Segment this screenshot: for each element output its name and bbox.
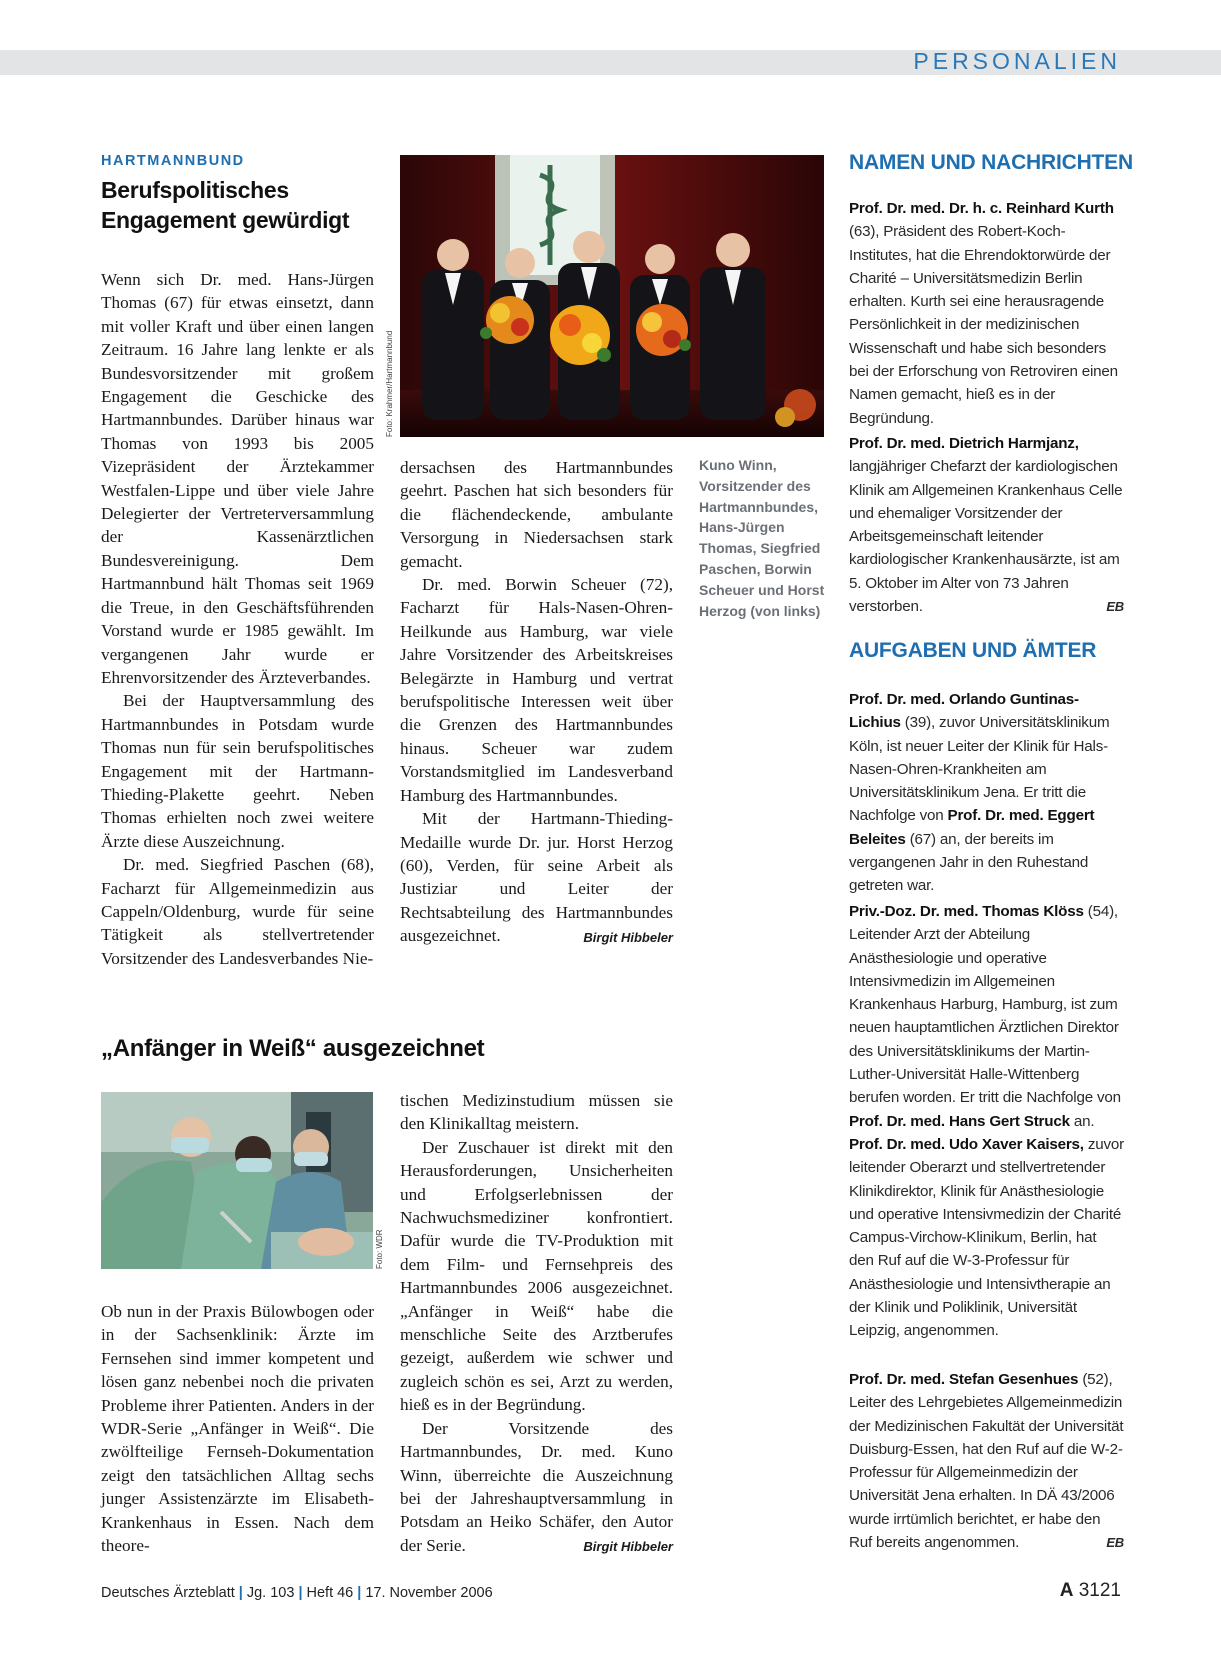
page-footer: Deutsches Ärzteblatt | Jg. 103 | Heft 46 | 17. November 2006	[101, 1585, 493, 1601]
photo-illustration	[101, 1092, 373, 1269]
appointment-item	[849, 1133, 1124, 1343]
article2-column-1	[101, 1300, 374, 1557]
paragraph: Bei der Hauptversammlung des Hartmannbundes in Potsdam wurde Thomas nun für sein berufspolitisches Engagement mit der Hartmann-Thieding-Plakette geehrt. Neben Thomas erhielten noch zwei weitere Ärzte diese Auszeichnung.	[101, 691, 374, 851]
journal-name: Deutsches Ärzteblatt	[101, 1585, 235, 1601]
article-kicker: HARTMANNBUND	[101, 153, 245, 169]
author-signature: Birgit Hibbeler	[583, 929, 673, 945]
photo-caption: Kuno Winn, Vorsitzender des Hartmannbundes, Hans-Jürgen Thomas, Siegfried Paschen, Borwin Scheuer und Horst Herzog (von links)	[699, 457, 825, 619]
headline-line: Berufspolitisches	[101, 177, 289, 203]
news-text: (63), Präsident des Robert-Koch-Institutes, hat die Ehrendoktorwürde der Charité – Universitätsmedizin Berlin erhalten. Kurth sei eine herausragende Persönlichkeit in der medizinischen Wissenschaft und habe sich besonders bei der Erforschung von Retroviren einen Namen gemacht, hieß es in der Begründung.	[849, 223, 1118, 427]
photo-credit: Foto: Krahmer/Hartmannbund	[385, 330, 394, 437]
page-prefix: A	[1059, 1580, 1074, 1601]
paragraph: Mit der Hartmann-Thieding-Medaille wurde Dr. jur. Horst Herzog (60), Verden, für seine Arbeit als Justiziar und Leiter der Rechtsabteilung des Hartmannbundes ausgezeichnet.	[400, 809, 673, 946]
person-name: Prof. Dr. med. Orlando Guntinas-Lichius	[849, 691, 1079, 732]
photo-credit: Foto: WDR	[375, 1229, 384, 1269]
sidebar-heading-appointments: AUFGABEN UND ÄMTER	[849, 639, 1097, 662]
appointment-text: (52), Leiter des Lehrgebietes Allgemeinmedizin der Medizinischen Fakultät der Universität Duisburg-Essen, hat den Ruf auf die W-2-Professur für Allgemeinmedizin der Universität Jena erhalten. In DÄ 43/2006 wurde irrtümlich berichtet, er habe den Ruf bereits angenommen.	[849, 1371, 1124, 1552]
headline-line: Engagement gewürdigt	[101, 207, 350, 233]
person-name: Prof. Dr. med. Dr. h. c. Reinhard Kurth	[849, 200, 1114, 217]
issue-date: 17. November 2006	[365, 1585, 493, 1601]
appointment-text: zuvor leitender Oberarzt und stellvertretender Klinikdirektor, Klinik für Anästhesiologie und operative Intensivmedizin der Charité Campus-Virchow-Klinikum, Berlin, hat den Ruf auf die W-3-Professur für Anästhesiologie und Intensivtherapie an der Klinik und Poliklinik, Universität Leipzig, angenommen.	[849, 1136, 1124, 1340]
news-text: langjähriger Chefarzt der kardiologischen Klinik am Allgemeinen Krankenhaus Celle und ehemaliger Vorsitzender der Arbeitsgemeinschaft leitender kardiologischer Krankenhausärzte, ist am 5. Oktober im Alter von 73 Jahren verstorben.	[849, 458, 1123, 616]
appointment-text: (67) an, der bereits im vergangenen Jahr in den Ruhestand getreten war.	[849, 830, 1089, 895]
appointment-item	[849, 1368, 1124, 1554]
author-initials: EB	[1106, 599, 1124, 615]
paragraph: Ob nun in der Praxis Bülowbogen oder in der Sachsenklinik: Ärzte im Fernsehen sind immer kompetent und lösen ganz nebenbei noch die privaten Probleme ihrer Patienten. Anders in der WDR-Serie „Anfänger in Weiß“. Die zwölfteilige Fernseh-Dokumentation zeigt den tatsächlichen Alltag sechs junger Assistenzärzte im Elisabeth-Krankenhaus in Essen. Nach dem theore-	[101, 1302, 374, 1556]
page-number-value: 3121	[1078, 1580, 1121, 1601]
photo-illustration	[400, 155, 824, 437]
article2-column-2	[400, 1089, 673, 1559]
appointment-text: an.	[1073, 1112, 1095, 1130]
person-name: Prof. Dr. med. Stefan Gesenhues	[849, 1371, 1079, 1388]
surgery-photo	[101, 1092, 373, 1269]
page-number	[1060, 1580, 1121, 1602]
appointment-item	[849, 688, 1124, 898]
paragraph: Dr. med. Borwin Scheuer (72), Facharzt für Hals-Nasen-Ohren-Heilkunde aus Hamburg, war viele Jahre Vorsitzender des Arbeitskreises Belegärzte in Hamburg und vertrat berufspolitische Interessen weit über die Grenzen des Hartmannbundes hinaus. Scheuer war zudem Vorstandsmitglied im Landesverband Hamburg des Hartmannbundes.	[400, 575, 673, 805]
paragraph: Dr. med. Siegfried Paschen (68), Facharzt für Allgemeinmedizin aus Cappeln/Oldenburg, wurde für seine Tätigkeit als stellvertretender Vorsitzender des Landesverbandes Nie-	[101, 855, 374, 968]
appointment-text: (54), Leitender Arzt der Abteilung Anästhesiologie und operative Intensivmedizin im Allgemeinen Krankenhaus Harburg, Hamburg, ist zum neuen hauptamtlichen Ärztlichen Direktor des Universitätsklinikums der Martin-Luther-Universität Halle-Wittenberg berufen worden. Er tritt die Nachfolge von	[849, 903, 1121, 1107]
author-signature: Birgit Hibbeler	[583, 1539, 673, 1555]
sidebar-heading-news: NAMEN UND NACHRICHTEN	[849, 151, 1133, 174]
paragraph: dersachsen des Hartmannbundes geehrt. Paschen hat sich besonders für die flächendeckende, ambulante Versorgung in Niedersachsen stark gemacht.	[400, 458, 673, 571]
news-item	[849, 197, 1124, 430]
person-name: Prof. Dr. med. Udo Xaver Kaisers,	[849, 1136, 1084, 1153]
appointment-item	[849, 900, 1124, 1133]
paragraph: Der Zuschauer ist direkt mit den Herausforderungen, Unsicherheiten und Erfolgserlebnissen der Nachwuchsmediziner konfrontiert. Dafür wurde die TV-Produktion mit dem Film- und Fernsehpreis des Hartmannbundes 2006 ausgezeichnet. „Anfänger in Weiß“ habe die menschliche Seite des Arztberufes gezeigt, außerdem wie schwer und zugleich schön es sei, Arzt zu werden, hieß es in der Begründung.	[400, 1137, 673, 1415]
person-name: Priv.-Doz. Dr. med. Thomas Klöss	[849, 903, 1084, 920]
award-group-photo	[400, 155, 824, 437]
author-initials: EB	[1106, 1535, 1124, 1551]
section-rubric: PERSONALIEN	[913, 48, 1121, 74]
article1-column-2	[400, 456, 673, 949]
journal-issue: Heft 46	[306, 1585, 354, 1601]
paragraph: Der Vorsitzende des Hartmannbundes, Dr. med. Kuno Winn, überreichte die Auszeichnung bei der Jahreshauptversammlung in Potsdam an Heiko Schäfer, den Autor der Serie.	[400, 1418, 673, 1555]
person-name: Prof. Dr. med. Dietrich Harmjanz,	[849, 435, 1079, 452]
article1-column-1	[101, 268, 374, 970]
journal-volume: Jg. 103	[246, 1585, 295, 1601]
article-headline	[101, 175, 401, 235]
paragraph: Wenn sich Dr. med. Hans-Jürgen Thomas (67) für etwas einsetzt, dann mit voller Kraft und über einen langen Zeitraum. 16 Jahre lang lenkte er als Bundesvorsitzender mit großem Engagement die Geschicke des Hartmannbundes. Darüber hinaus war Thomas von 1993 bis 2005 Vizepräsident der Ärztekammer Westfalen-Lippe und über viele Jahre Delegierter der Vertreterversammlung der Kassenärztlichen Bundesvereinigung. Dem Hartmannbund hält Thomas seit 1969 die Treue, in den Geschäftsführenden Vorstand wurde er 1985 gewählt. Im vergangenen Jahr wurde er Ehrenvorsitzender des Ärzteverbandes.	[101, 270, 374, 687]
person-name: Prof. Dr. med. Hans Gert Struck	[849, 1112, 1070, 1130]
appointment-text: (39), zuvor Universitätsklinikum Köln, ist neuer Leiter der Klinik für Hals-Nasen-Ohren-Krankheiten am Universitätsklinikum Jena. Er tritt die Nachfolge von	[849, 714, 1110, 825]
person-name: Prof. Dr. med. Eggert Beleites	[849, 807, 1095, 848]
news-item	[849, 432, 1124, 618]
article2-headline: „Anfänger in Weiß“ ausgezeichnet	[101, 1035, 485, 1062]
paragraph: tischen Medizinstudium müssen sie den Klinikalltag meistern.	[400, 1091, 673, 1134]
